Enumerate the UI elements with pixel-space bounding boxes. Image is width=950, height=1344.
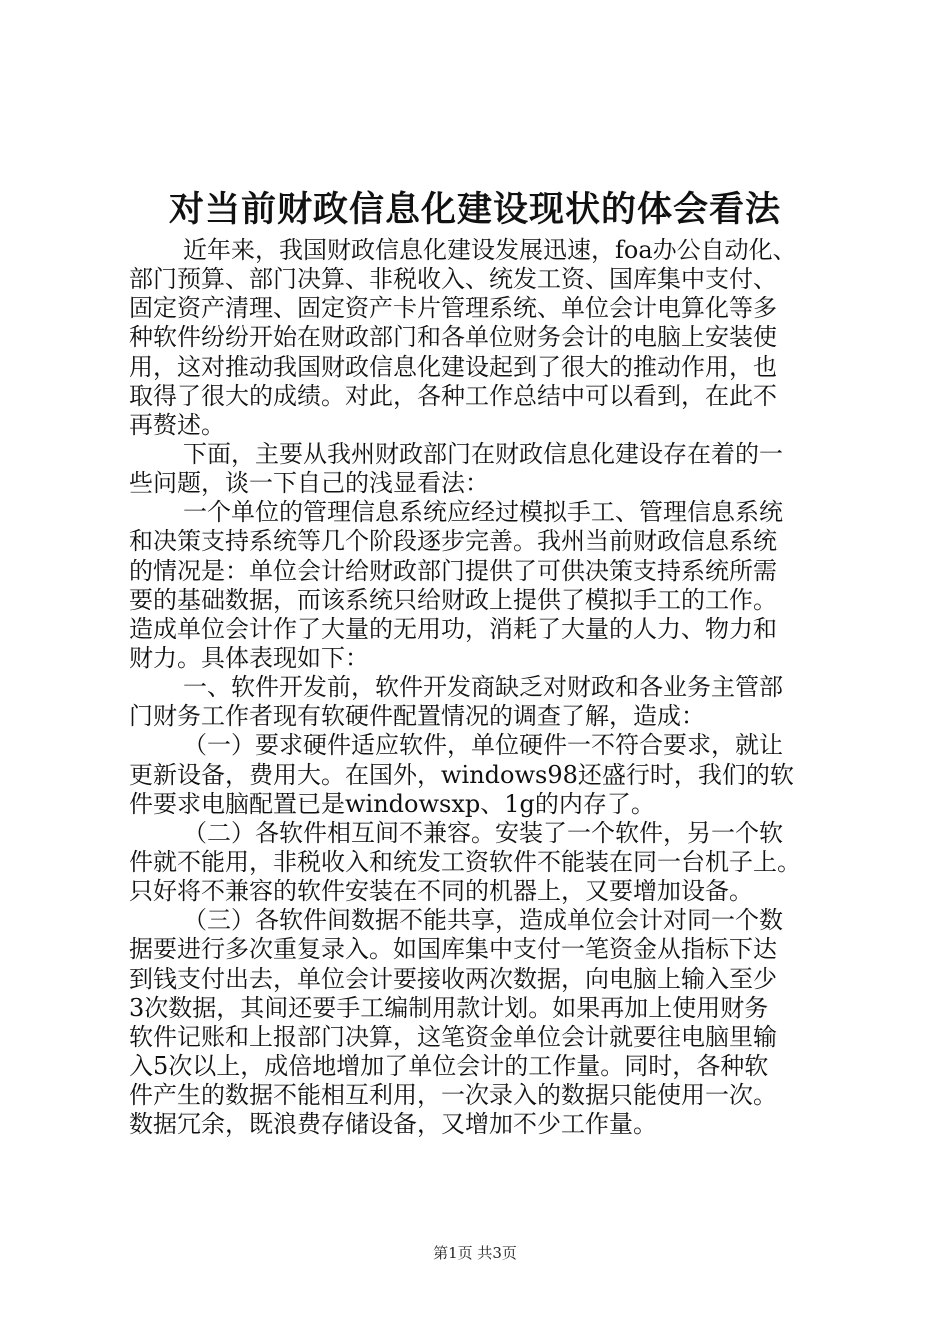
text-line: 门财务工作者现有软硬件配置情况的调查了解，造成： <box>129 702 705 731</box>
text-line: 种软件纷纷开始在财政部门和各单位财务会计的电脑上安装使 <box>129 323 777 352</box>
text-line: 更新设备，费用大。在国外，windows98还盛行时，我们的软 <box>129 760 794 789</box>
text-line: 再赘述。 <box>129 410 225 439</box>
text-line: 件产生的数据不能相互利用，一次录入的数据只能使用一次。 <box>129 1081 777 1110</box>
text-line: 下面，主要从我州财政部门在财政信息化建设存在着的一 <box>183 439 783 468</box>
text-line: 入5次以上，成倍地增加了单位会计的工作量。同时，各种软 <box>129 1051 769 1080</box>
text-line: （三）各软件间数据不能共享，造成单位会计对同一个数 <box>183 906 783 935</box>
text-line: 3次数据，其间还要手工编制用款计划。如果再加上使用财务 <box>129 993 769 1022</box>
text-line: 软件记账和上报部门决算，这笔资金单位会计就要往电脑里输 <box>129 1022 777 1051</box>
text-line: 造成单位会计作了大量的无用功，消耗了大量的人力、物力和 <box>129 614 777 643</box>
text-line: 件就不能用，非税收入和统发工资软件不能装在同一台机子上。 <box>129 847 801 876</box>
text-line: 用，这对推动我国财政信息化建设起到了很大的推动作用，也 <box>129 352 777 381</box>
document-body <box>129 236 829 1139</box>
text-line: （二）各软件相互间不兼容。安装了一个软件，另一个软 <box>183 818 783 847</box>
text-line: 近年来，我国财政信息化建设发展迅速，foa办公自动化、 <box>183 236 797 264</box>
text-line: 些问题，谈一下自己的浅显看法： <box>129 469 489 498</box>
text-line: 的情况是：单位会计给财政部门提供了可供决策支持系统所需 <box>129 556 777 585</box>
text-line: 和决策支持系统等几个阶段逐步完善。我州当前财政信息系统 <box>129 527 777 556</box>
text-line: 件要求电脑配置已是windowsxp、1g的内存了。 <box>129 789 655 818</box>
text-line: 据要进行多次重复录入。如国库集中支付一笔资金从指标下达 <box>129 935 777 964</box>
text-line: 一、软件开发前，软件开发商缺乏对财政和各业务主管部 <box>183 673 783 702</box>
text-line: 部门预算、部门决算、非税收入、统发工资、国库集中支付、 <box>129 265 777 294</box>
text-line: 财力。具体表现如下： <box>129 643 369 672</box>
document-title: 对当前财政信息化建设现状的体会看法 <box>168 189 781 230</box>
text-line: 只好将不兼容的软件安装在不同的机器上，又要增加设备。 <box>129 877 753 906</box>
text-line: （一）要求硬件适应软件，单位硬件一不符合要求，就让 <box>183 731 783 760</box>
text-line: 固定资产清理、固定资产卡片管理系统、单位会计电算化等多 <box>129 294 777 323</box>
text-line: 到钱支付出去，单位会计要接收两次数据，向电脑上输入至少 <box>129 964 777 993</box>
text-line: 要的基础数据，而该系统只给财政上提供了模拟手工的工作。 <box>129 585 777 614</box>
text-line: 一个单位的管理信息系统应经过模拟手工、管理信息系统 <box>183 498 783 527</box>
page-footer: 第1页 共3页 <box>433 1244 517 1262</box>
text-line: 取得了很大的成绩。对此，各种工作总结中可以看到，在此不 <box>129 381 777 410</box>
text-line: 数据冗余，既浪费存储设备，又增加不少工作量。 <box>129 1110 657 1139</box>
